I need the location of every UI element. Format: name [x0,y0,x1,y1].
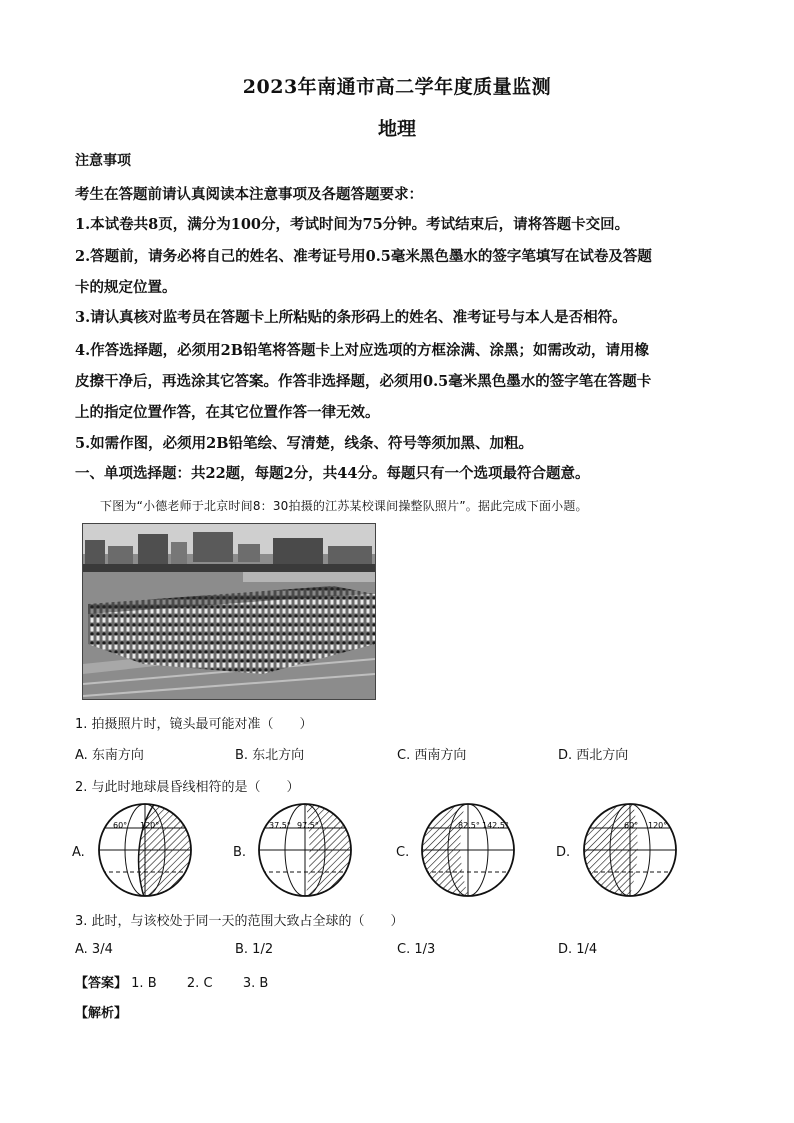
notice-line: 上的指定位置作答，在其它位置作答一律无效。 [75,404,380,421]
question-3-option-d[interactable]: D. 1/4 [558,942,598,957]
question-3-option-b[interactable]: B. 1/2 [235,942,274,957]
notice-line: 3.请认真核对监考员在答题卡上所粘贴的条形码上的姓名、准考证号与本人是否相符。 [75,309,627,326]
globe-d-left-label: 60° [624,821,639,830]
question-3-stem: 3. 此时，与该校处于同一天的范围大致占全球的（ ） [75,914,404,929]
subject-title: 地理 [377,118,416,140]
globe-c-right-label: 142.5° [482,821,509,830]
notice-line: 考生在答题前请认真阅读本注意事项及各题答题要求： [75,186,423,203]
notice-line: 卡的规定位置。 [75,279,177,296]
question-3-option-c[interactable]: C. 1/3 [397,942,436,957]
question-2-option-d[interactable]: D. [556,845,571,860]
notice-heading: 注意事项 [75,153,131,169]
question-3-option-a[interactable]: A. 3/4 [75,942,113,957]
page-title: 2023年南通市高二学年度质量监测 [242,76,552,98]
exercise-photo-image [83,524,375,699]
question-2-stem: 2. 与此时地球晨昏线相符的是（ ） [75,780,300,795]
section-intro: 下图为“小德老师于北京时间8：30拍摄的江苏某校课间操整队照片”。据此完成下面小题。 [100,499,588,513]
globe-a-diagram [95,800,195,900]
globe-b-left-label: 37.5° [269,821,291,830]
question-1-option-a[interactable]: A. 东南方向 [75,748,144,763]
question-2-option-c[interactable]: C. [396,845,410,860]
globe-b-right-label: 97.5° [297,821,319,830]
answer-row [75,972,268,991]
question-2-option-a[interactable]: A. [72,845,85,860]
globe-c-left-label: 82.5° [458,821,480,830]
question-2-option-b[interactable]: B. [233,845,247,860]
globe-a-left-label: 60° [113,821,128,830]
question-1-option-c[interactable]: C. 西南方向 [397,748,467,763]
answer-item: 2. C [186,976,213,991]
section-heading: 一、单项选择题：共22题，每题2分，共44分。每题只有一个选项最符合题意。 [75,465,590,482]
question-1-stem: 1. 拍摄照片时，镜头最可能对准（ ） [75,717,313,732]
answer-item: 3. B [242,976,269,991]
notice-line: 2.答题前，请务必将自己的姓名、准考证号用0.5毫米黑色墨水的签字笔填写在试卷及答题 [75,248,652,265]
globe-b-diagram [255,800,355,900]
globe-d-right-label: 120° [648,821,668,830]
analysis-label: 【解析】 [75,1006,128,1021]
question-1-option-b[interactable]: B. 东北方向 [235,748,305,763]
notice-line: 4.作答选择题，必须用2B铅笔将答题卡上对应选项的方框涂满、涂黑；如需改动，请用橡 [75,342,649,359]
globe-d-diagram [580,800,680,900]
exercise-photo [82,523,376,700]
notice-line: 5.如需作图，必须用2B铅笔绘、写清楚，线条、符号等须加黑、加粗。 [75,435,533,452]
question-1-option-d[interactable]: D. 西北方向 [558,748,629,763]
answer-label: 【答案】 [75,976,128,991]
notice-line: 1.本试卷共8页，满分为100分，考试时间为75分钟。考试结束后，请将答题卡交回。 [75,216,630,233]
answer-item: 1. B [131,976,157,991]
notice-line: 皮擦干净后，再选涂其它答案。作答非选择题，必须用0.5毫米黑色墨水的签字笔在答题卡 [75,373,652,390]
globe-a-right-label: 120° [140,821,160,830]
globe-c-diagram [418,800,518,900]
